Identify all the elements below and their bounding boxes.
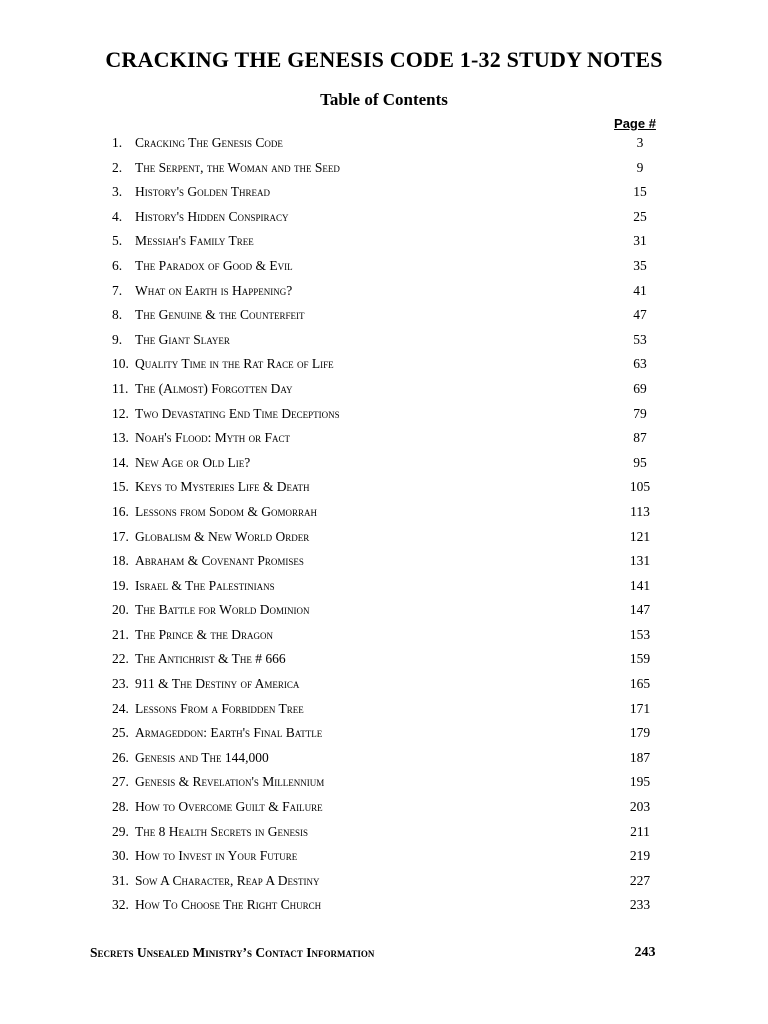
toc-number: 12. (112, 405, 129, 421)
toc-number: 15. (112, 479, 129, 495)
toc-row (0, 426, 768, 451)
toc-row (0, 598, 768, 623)
footer-contact-label: Secrets Unsealed Ministry’s Contact Information (90, 945, 375, 960)
toc-row (0, 279, 768, 304)
toc-title: Lessons From a Forbidden Tree (135, 700, 304, 716)
toc-title: The Paradox of Good & Evil (135, 257, 293, 273)
toc-number: 1. (112, 135, 123, 150)
toc-page-number: 41 (633, 282, 647, 298)
toc-title: Noah's Flood: Myth or Fact (135, 430, 290, 446)
toc-row (0, 820, 768, 845)
toc-title: The Giant Slayer (135, 331, 230, 347)
toc-title: Armageddon: Earth's Final Battle (135, 725, 323, 741)
toc-number: 4. (112, 208, 123, 224)
toc-row (0, 869, 768, 894)
toc-title: Messiah's Family Tree (135, 233, 254, 249)
toc-number: 25. (112, 725, 129, 741)
toc-number: 16. (112, 503, 129, 519)
toc-title: How To Choose The Right Church (135, 897, 322, 913)
toc-row (0, 574, 768, 599)
toc-row (0, 205, 768, 230)
toc-number: 18. (112, 553, 129, 569)
toc-title: Abraham & Covenant Promises (135, 553, 304, 569)
toc-number: 20. (112, 602, 129, 618)
toc-row (0, 549, 768, 574)
toc-row (0, 844, 768, 869)
toc-row (0, 770, 768, 795)
footer-page-number: 243 (634, 945, 656, 960)
toc-page-number: 69 (633, 380, 647, 396)
toc-title: Lessons from Sodom & Gomorrah (135, 503, 318, 519)
toc-title: Genesis & Revelation's Millennium (135, 774, 325, 790)
toc-number: 3. (112, 184, 123, 200)
toc-page-number: 121 (629, 528, 651, 544)
toc-title: History's Golden Thread (135, 184, 271, 200)
toc-number: 11. (112, 380, 129, 396)
toc-number: 2. (112, 159, 123, 175)
toc-row (0, 229, 768, 254)
toc-page-number: 113 (630, 503, 650, 519)
toc-title: The Antichrist & The # 666 (135, 651, 286, 667)
toc-row (0, 746, 768, 771)
toc-number: 21. (112, 626, 129, 642)
toc-number: 14. (112, 454, 129, 470)
toc-title: Cracking The Genesis Code (135, 135, 283, 150)
toc-page-number: 105 (629, 479, 651, 495)
toc-row (0, 893, 768, 918)
toc-row (0, 254, 768, 279)
toc-title: The Prince & the Dragon (135, 626, 273, 642)
toc-row (0, 377, 768, 402)
toc-title: Sow A Character, Reap A Destiny (135, 872, 320, 888)
toc-page-number: 3 (636, 135, 644, 150)
toc-title: Globalism & New World Order (135, 528, 310, 544)
toc-number: 32. (112, 897, 129, 913)
toc-page-number: 141 (629, 577, 651, 593)
toc-number: 7. (112, 282, 123, 298)
toc-row (0, 303, 768, 328)
toc-number: 23. (112, 676, 129, 692)
toc-number: 17. (112, 528, 129, 544)
toc-page-number: 131 (629, 553, 651, 569)
toc-row (0, 697, 768, 722)
toc-list (0, 131, 768, 918)
toc-page-number: 227 (629, 872, 651, 888)
footer-contact-row (0, 942, 768, 964)
toc-number: 26. (112, 749, 129, 765)
toc-page-number: 203 (629, 799, 651, 815)
toc-number: 6. (112, 257, 123, 273)
toc-row (0, 721, 768, 746)
toc-page-number: 9 (636, 159, 644, 175)
toc-title: 911 & The Destiny of America (135, 676, 300, 692)
toc-title: How to Invest in Your Future (135, 848, 298, 864)
toc-title: How to Overcome Guilt & Failure (135, 799, 323, 815)
toc-number: 24. (112, 700, 129, 716)
toc-row (0, 402, 768, 427)
toc-page-number: 35 (633, 257, 647, 273)
toc-row (0, 131, 768, 156)
toc-row (0, 475, 768, 500)
toc-page-number: 165 (629, 676, 651, 692)
toc-row (0, 451, 768, 476)
toc-title: Genesis and The 144,000 (135, 749, 269, 765)
toc-page-number: 53 (633, 331, 647, 347)
toc-title: The 8 Health Secrets in Genesis (135, 823, 309, 839)
toc-number: 13. (112, 430, 129, 446)
toc-number: 27. (112, 774, 129, 790)
toc-row (0, 672, 768, 697)
toc-page-number: 31 (633, 233, 647, 249)
toc-number: 29. (112, 823, 129, 839)
toc-title: The Battle for World Dominion (135, 602, 310, 618)
toc-page-number: 179 (629, 725, 651, 741)
toc-page-number: 79 (633, 405, 647, 421)
toc-title: Israel & The Palestinians (135, 577, 275, 593)
toc-page-number: 233 (629, 897, 651, 913)
toc-number: 8. (112, 307, 123, 323)
toc-number: 19. (112, 577, 129, 593)
toc-row (0, 180, 768, 205)
toc-title: New Age or Old Lie? (135, 454, 251, 470)
toc-row (0, 623, 768, 648)
toc-row (0, 156, 768, 181)
toc-title: The Genuine & the Counterfeit (135, 307, 305, 323)
toc-number: 9. (112, 331, 123, 347)
document-title: CRACKING THE GENESIS CODE 1-32 STUDY NOTES (105, 47, 663, 72)
toc-page-number: 219 (629, 848, 651, 864)
toc-page-number: 195 (629, 774, 651, 790)
toc-row (0, 352, 768, 377)
toc-page-number: 147 (629, 602, 651, 618)
toc-page-number: 211 (630, 823, 650, 839)
toc-title: The Serpent, the Woman and the Seed (135, 159, 340, 175)
toc-row (0, 647, 768, 672)
toc-page-number: 47 (633, 307, 647, 323)
toc-title: Quality Time in the Rat Race of Life (135, 356, 334, 372)
toc-row (0, 795, 768, 820)
toc-page-number: 187 (629, 749, 651, 765)
toc-title: What on Earth is Happening? (135, 282, 293, 298)
toc-page-number: 25 (633, 208, 647, 224)
toc-number: 30. (112, 848, 129, 864)
toc-title: Two Devastating End Time Deceptions (135, 405, 340, 421)
toc-row (0, 500, 768, 525)
toc-page-number: 159 (629, 651, 651, 667)
toc-title: The (Almost) Forgotten Day (135, 380, 293, 396)
toc-title: History's Hidden Conspiracy (135, 208, 289, 224)
toc-number: 31. (112, 872, 129, 888)
toc-number: 28. (112, 799, 129, 815)
toc-page-number: 171 (629, 700, 651, 716)
toc-page-number: 63 (633, 356, 647, 372)
toc-title: Keys to Mysteries Life & Death (135, 479, 310, 495)
toc-page-number: 95 (633, 454, 647, 470)
toc-page-number: 153 (629, 626, 651, 642)
toc-heading: Table of Contents (320, 90, 448, 109)
toc-page-number: 87 (633, 430, 647, 446)
toc-number: 22. (112, 651, 129, 667)
toc-row (0, 525, 768, 550)
toc-page-number: 15 (633, 184, 647, 200)
toc-number: 10. (112, 356, 129, 372)
toc-number: 5. (112, 233, 123, 249)
toc-row (0, 328, 768, 353)
page-column-header: Page # (614, 116, 656, 131)
